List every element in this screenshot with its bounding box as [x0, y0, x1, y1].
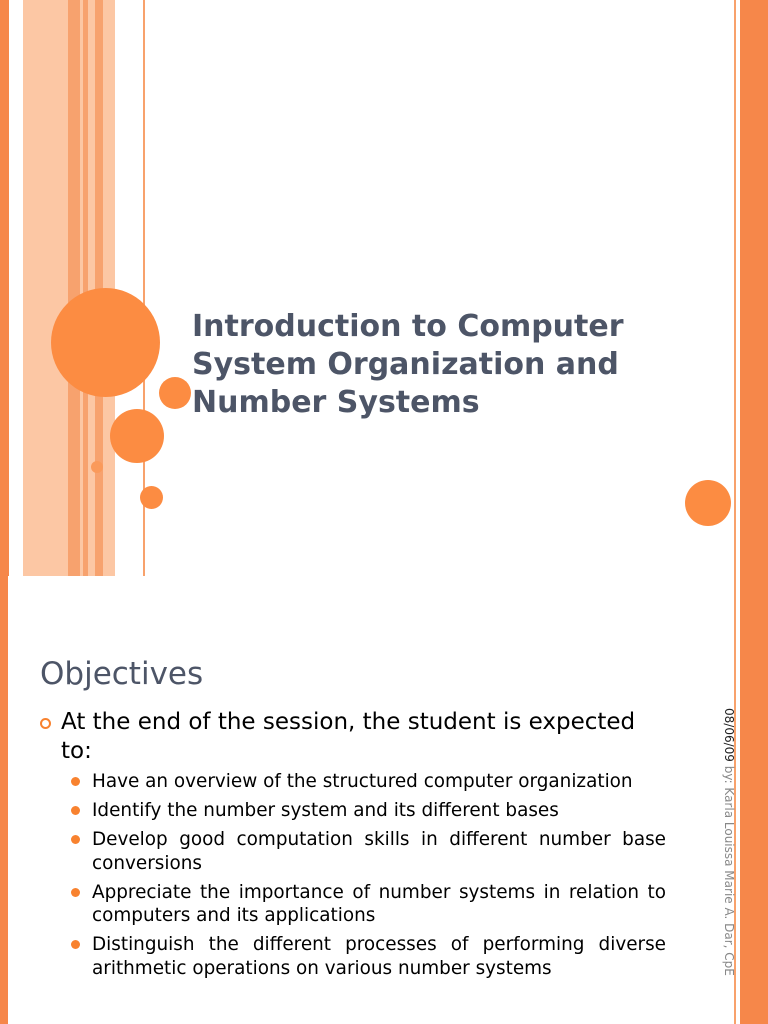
filled-circle-bullet-icon: [71, 940, 80, 949]
slide-title: Introduction to Computer System Organization and Number Systems: [192, 309, 624, 420]
intro-text: At the end of the session, the student is expected to:: [61, 709, 636, 764]
level1-bullet-item: [40, 708, 666, 766]
filled-circle-bullet-icon: [71, 777, 80, 786]
filled-circle-bullet-icon: [71, 888, 80, 897]
slide-footer: [712, 708, 736, 976]
hollow-circle-bullet-icon: [40, 718, 51, 729]
list-item-text: Appreciate the importance of number systems in relation to computers and its applications: [92, 881, 666, 926]
decorative-circle-right: [685, 480, 731, 526]
objectives-slide: [0, 576, 768, 1024]
list-item: [71, 881, 666, 928]
footer-author: by: Karla Louissa Marie A. Dar, CpE: [722, 761, 736, 976]
filled-circle-bullet-icon: [71, 835, 80, 844]
left-edge-stripe: [0, 0, 9, 576]
right-divider-line: [734, 0, 736, 576]
list-item-text: Develop good computation skills in different number base conversions: [92, 829, 666, 874]
left-stripe: [68, 0, 80, 576]
list-item-text: Distinguish the different processes of performing diverse arithmetic operations on various number systems: [92, 934, 666, 979]
list-item: [71, 799, 666, 823]
slide-heading: Objectives: [40, 656, 204, 692]
list-item: [71, 770, 666, 794]
filled-circle-bullet-icon: [71, 806, 80, 815]
decorative-circle-small: [140, 486, 163, 509]
list-item: [71, 933, 666, 980]
list-item-text: Identify the number system and its different bases: [92, 800, 559, 821]
left-stripe: [83, 0, 88, 576]
footer-date: 08/06/09: [722, 708, 736, 762]
list-item-text: Have an overview of the structured computer organization: [92, 771, 633, 792]
right-decorative-band: [740, 576, 768, 1024]
objectives-list: [71, 770, 666, 986]
decorative-circle-small: [159, 377, 191, 409]
left-edge-stripe: [0, 576, 8, 1024]
decorative-circle-tiny: [91, 461, 103, 473]
right-decorative-band: [740, 0, 768, 576]
decorative-circle-medium: [110, 409, 164, 463]
list-item: [71, 828, 666, 875]
decorative-circle-large: [51, 288, 160, 397]
